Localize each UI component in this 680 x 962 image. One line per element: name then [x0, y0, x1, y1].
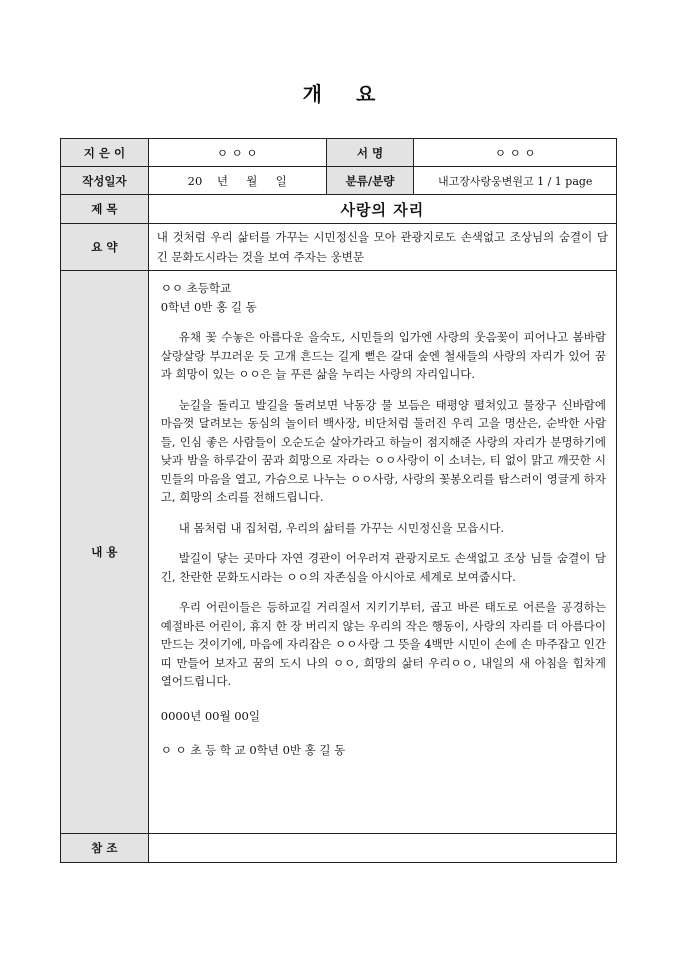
- date-row: [61, 167, 617, 195]
- paragraph-2: 눈길을 돌리고 발길을 돌려보면 낙동강 물 보듬은 태평양 펼쳐있고 물장구 신바람에 마음껏 달려보는 동심의 놀이터 백사장, 비단처럼 둘러진 우리 고을 명산은, 순박한 사람들, 인심 좋은 사람들이 오순도순 살아가라고 하늘이 점지해준 사랑의 자리가 분명하기에 낮과 밤을 하루같이 꿈과 희망으로 자라는 ㅇㅇ사랑이 이 소녀는, 티 없이 맑고 깨끗한 시민들의 마음을 열고, 가슴으로 나누는 ㅇㅇ사랑, 사랑의 꽃봉오리를 탐스러이 영글게 하자고, 희망의 소리를 전해드립니다.: [160, 397, 606, 504]
- summary-row: [61, 224, 617, 271]
- outline-form-table: [60, 138, 617, 863]
- paragraph-5: 우리 어린이들은 등하교길 거리질서 지키기부터, 곱고 바른 태도로 어른을 공경하는 예절바른 어린이, 휴지 한 장 버리지 않는 우리의 작은 행동이, 사랑의 자리를 더 아름다이 만드는 것이기에, 마음에 자리잡은 ㅇㅇ사랑 그 뜻을 4백만 시민이 손에 손 마주잡고 인간띠 만들어 보자고 꿈의 도시 나의 ㅇㅇ, 희망의 삶터 우리ㅇㅇ, 내일의 새 아침을 힘차게 열어드립니다.: [160, 600, 606, 688]
- page-title-part-2: 요: [356, 82, 378, 106]
- content-row: [61, 271, 617, 834]
- summary-label: 요 약: [61, 224, 149, 271]
- content-label: 내 용: [61, 271, 149, 834]
- page-title-part-1: 개: [302, 82, 324, 106]
- title-row: [61, 195, 617, 224]
- summary-value: 내 것처럼 우리 삶터를 가꾸는 시민정신을 모아 관광지로도 손색없고 조상님의 숨결이 담긴 문화도시라는 것을 보여 주자는 웅변문: [148, 224, 616, 271]
- reference-label: 참 조: [61, 834, 149, 863]
- paragraph-3: 내 몸처럼 내 집처럼, 우리의 삶터를 가꾸는 시민정신을 모읍시다.: [178, 520, 505, 535]
- school-line: ㅇㅇ 초등학교: [160, 281, 232, 295]
- page-title: [0, 78, 680, 107]
- paragraph-1: 유채 꽃 수놓은 아름다운 을숙도, 시민들의 입가엔 사랑의 웃음꽃이 피어나고 봄바람 살랑살랑 부끄러운 듯 고개 흔드는 길게 뻗은 갈대 숲엔 철새들의 사랑의 자리가 있어 꿈과 희망이 있는 ㅇㅇ은 늘 푸른 삶을 누리는 사랑의 자리입니다.: [160, 330, 606, 381]
- classification-label: 분류/분량: [326, 167, 414, 195]
- signature-line: ㅇ ㅇ 초 등 학 교 0학년 0반 홍 길 동: [160, 743, 346, 757]
- paragraph-4: 발길이 닿는 곳마다 자연 경관이 어우러져 관광지로도 손색없고 조상 님들 숨결이 담긴, 찬란한 문화도시라는 ㅇㅇ의 자존심을 아시아로 세계로 보여줍시다.: [160, 551, 606, 584]
- reference-row: [61, 834, 617, 863]
- date-label: 작성일자: [61, 167, 149, 195]
- date-value: 20 년 월 일: [148, 167, 326, 195]
- student-line: 0학년 0반 홍 길 동: [160, 299, 257, 314]
- title-value: 사랑의 자리: [148, 195, 616, 224]
- signature-label: 서 명: [326, 139, 414, 167]
- title-label: 제 목: [61, 195, 149, 224]
- author-label: 지 은 이: [61, 139, 149, 167]
- content-body: [148, 271, 616, 834]
- date-line: 0000년 00월 00일: [160, 708, 260, 723]
- author-row: [61, 139, 617, 167]
- classification-value: 내고장사랑웅변원고 1 / 1 page: [414, 167, 617, 195]
- author-value: ㅇ ㅇ ㅇ: [148, 139, 326, 167]
- signature-value: ㅇ ㅇ ㅇ: [414, 139, 617, 167]
- reference-value: [148, 834, 616, 863]
